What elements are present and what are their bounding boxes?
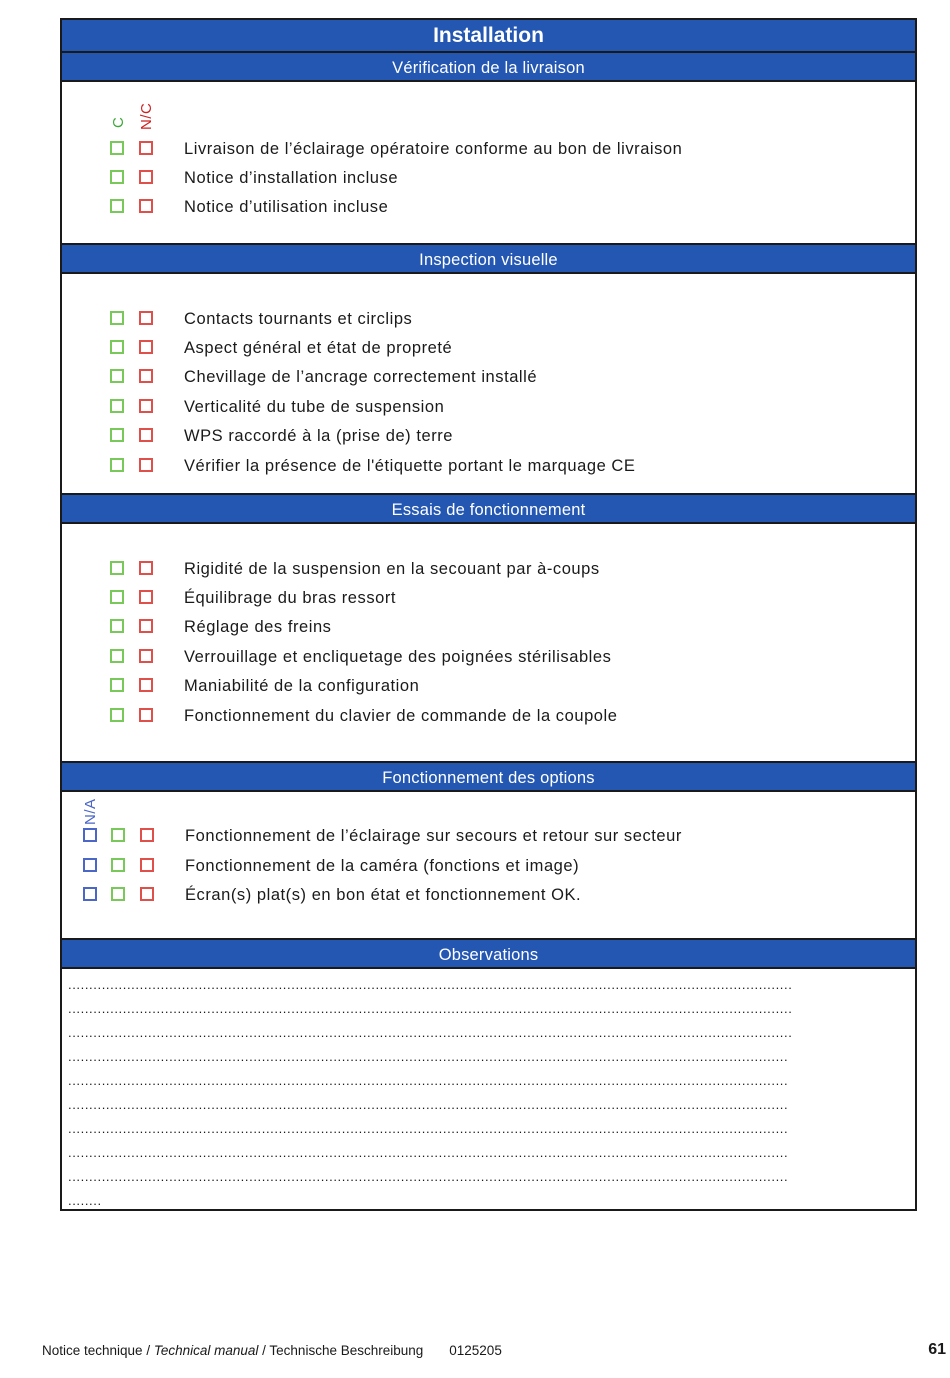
checkbox-conforme[interactable] [110, 399, 124, 413]
observation-line: ........................................................................................................................................................................... [68, 1145, 789, 1160]
checklist-row [62, 338, 915, 360]
checkbox-non-conforme[interactable] [140, 887, 154, 901]
checkbox-conforme[interactable] [110, 590, 124, 604]
checkbox-non-conforme[interactable] [140, 858, 154, 872]
checkbox-conforme[interactable] [111, 887, 125, 901]
checklist-item-label: Équilibrage du bras ressort [184, 589, 397, 607]
checkbox-non-applicable[interactable] [83, 887, 97, 901]
checklist-row [62, 139, 915, 161]
checkbox-conforme[interactable] [110, 311, 124, 325]
observation-line: ............................................................................................................................................................................ [68, 1001, 793, 1016]
checklist-row [62, 885, 915, 907]
checkbox-non-conforme[interactable] [139, 428, 153, 442]
checkbox-non-conforme[interactable] [139, 170, 153, 184]
checkbox-conforme[interactable] [110, 369, 124, 383]
checklist-item-label: Fonctionnement du clavier de commande de la coupole [184, 707, 618, 725]
observation-line: ........................................................................................................................................................................... [68, 1121, 789, 1136]
checkbox-non-conforme[interactable] [139, 311, 153, 325]
checklist-item-label: Aspect général et état de propreté [184, 339, 453, 357]
checklist-item-label: Notice d’utilisation incluse [184, 198, 389, 216]
checkbox-conforme[interactable] [110, 170, 124, 184]
column-header-na: N/A [82, 798, 99, 825]
checklist-item-label: Vérifier la présence de l'étiquette portant le marquage CE [184, 457, 636, 475]
checkbox-non-conforme[interactable] [139, 708, 153, 722]
checkbox-conforme[interactable] [110, 561, 124, 575]
footer-text [42, 1343, 502, 1358]
installation-checklist [60, 18, 917, 1211]
checkbox-conforme[interactable] [111, 858, 125, 872]
checklist-row [62, 397, 915, 419]
checklist-item-label: Livraison de l’éclairage opératoire conforme au bon de livraison [184, 140, 683, 158]
page-title: Installation [62, 20, 915, 51]
checkbox-non-conforme[interactable] [139, 678, 153, 692]
checklist-row [62, 706, 915, 728]
checklist-item-label: Fonctionnement de la caméra (fonctions et image) [185, 857, 580, 875]
checkbox-non-conforme[interactable] [139, 199, 153, 213]
checkbox-conforme[interactable] [110, 708, 124, 722]
checkbox-conforme[interactable] [110, 428, 124, 442]
observation-line: ............................................................................................................................................................................ [68, 1025, 793, 1040]
checkbox-non-conforme[interactable] [139, 340, 153, 354]
checkbox-conforme[interactable] [110, 141, 124, 155]
checklist-row [62, 168, 915, 190]
checklist-row [62, 559, 915, 581]
checklist-item-label: Maniabilité de la configuration [184, 677, 420, 695]
observation-line: ........................................................................................................................................................................... [68, 1073, 789, 1088]
checklist-row [62, 647, 915, 669]
checklist-row [62, 856, 915, 878]
checkbox-conforme[interactable] [110, 199, 124, 213]
checkbox-non-conforme[interactable] [139, 619, 153, 633]
section-header-inspection: Inspection visuelle [62, 243, 915, 274]
checklist-item-label: Réglage des freins [184, 618, 332, 636]
observation-line: ........................................................................................................................................................................... [68, 1169, 789, 1184]
section-header-verification: Vérification de la livraison [62, 51, 915, 82]
observations-area[interactable] [62, 971, 915, 1209]
checkbox-non-conforme[interactable] [139, 649, 153, 663]
checkbox-non-conforme[interactable] [139, 561, 153, 575]
checklist-item-label: Écran(s) plat(s) en bon état et fonctionnement OK. [185, 886, 582, 904]
checklist-row [62, 456, 915, 478]
checkbox-non-conforme[interactable] [139, 141, 153, 155]
checkbox-non-applicable[interactable] [83, 828, 97, 842]
checklist-row [62, 826, 915, 848]
checkbox-conforme[interactable] [110, 678, 124, 692]
checklist-item-label: Chevillage de l’ancrage correctement installé [184, 368, 538, 386]
checkbox-non-applicable[interactable] [83, 858, 97, 872]
checkbox-conforme[interactable] [110, 458, 124, 472]
checkbox-non-conforme[interactable] [139, 399, 153, 413]
footer-beschreibung: / Technische Beschreibung [258, 1343, 424, 1358]
checklist-item-label: Rigidité de la suspension en la secouant par à-coups [184, 560, 600, 578]
checklist-row [62, 617, 915, 639]
checklist-row [62, 676, 915, 698]
observation-line: ........................................................................................................................................................................... [68, 1097, 789, 1112]
footer-notice: Notice technique / [42, 1343, 154, 1358]
checklist-item-label: Verrouillage et encliquetage des poignées stérilisables [184, 648, 612, 666]
observation-line: ............................................................................................................................................................................ [68, 977, 793, 992]
checkbox-non-conforme[interactable] [139, 590, 153, 604]
document-code: 0125205 [449, 1343, 502, 1358]
checklist-item-label: Notice d’installation incluse [184, 169, 399, 187]
checklist-item-label: Verticalité du tube de suspension [184, 398, 445, 416]
column-header-c: C [110, 116, 127, 128]
section-header-essais: Essais de fonctionnement [62, 493, 915, 524]
section-header-options: Fonctionnement des options [62, 761, 915, 792]
checklist-row [62, 197, 915, 219]
checkbox-conforme[interactable] [110, 340, 124, 354]
column-header-nc: N/C [138, 102, 155, 130]
page-number: 61 [928, 1341, 946, 1358]
checklist-row [62, 309, 915, 331]
checkbox-non-conforme[interactable] [140, 828, 154, 842]
checklist-item-label: WPS raccordé à la (prise de) terre [184, 427, 454, 445]
checkbox-conforme[interactable] [111, 828, 125, 842]
checklist-row [62, 367, 915, 389]
checkbox-non-conforme[interactable] [139, 458, 153, 472]
checkbox-conforme[interactable] [110, 619, 124, 633]
footer-manual: Technical manual [153, 1343, 259, 1358]
checklist-row [62, 426, 915, 448]
observation-line: ........ [68, 1193, 102, 1208]
checklist-item-label: Contacts tournants et circlips [184, 310, 413, 328]
observation-line: ........................................................................................................................................................................... [68, 1049, 789, 1064]
checklist-row [62, 588, 915, 610]
section-header-observations: Observations [62, 938, 915, 969]
checkbox-conforme[interactable] [110, 649, 124, 663]
checkbox-non-conforme[interactable] [139, 369, 153, 383]
checklist-item-label: Fonctionnement de l’éclairage sur secours et retour sur secteur [185, 827, 682, 845]
